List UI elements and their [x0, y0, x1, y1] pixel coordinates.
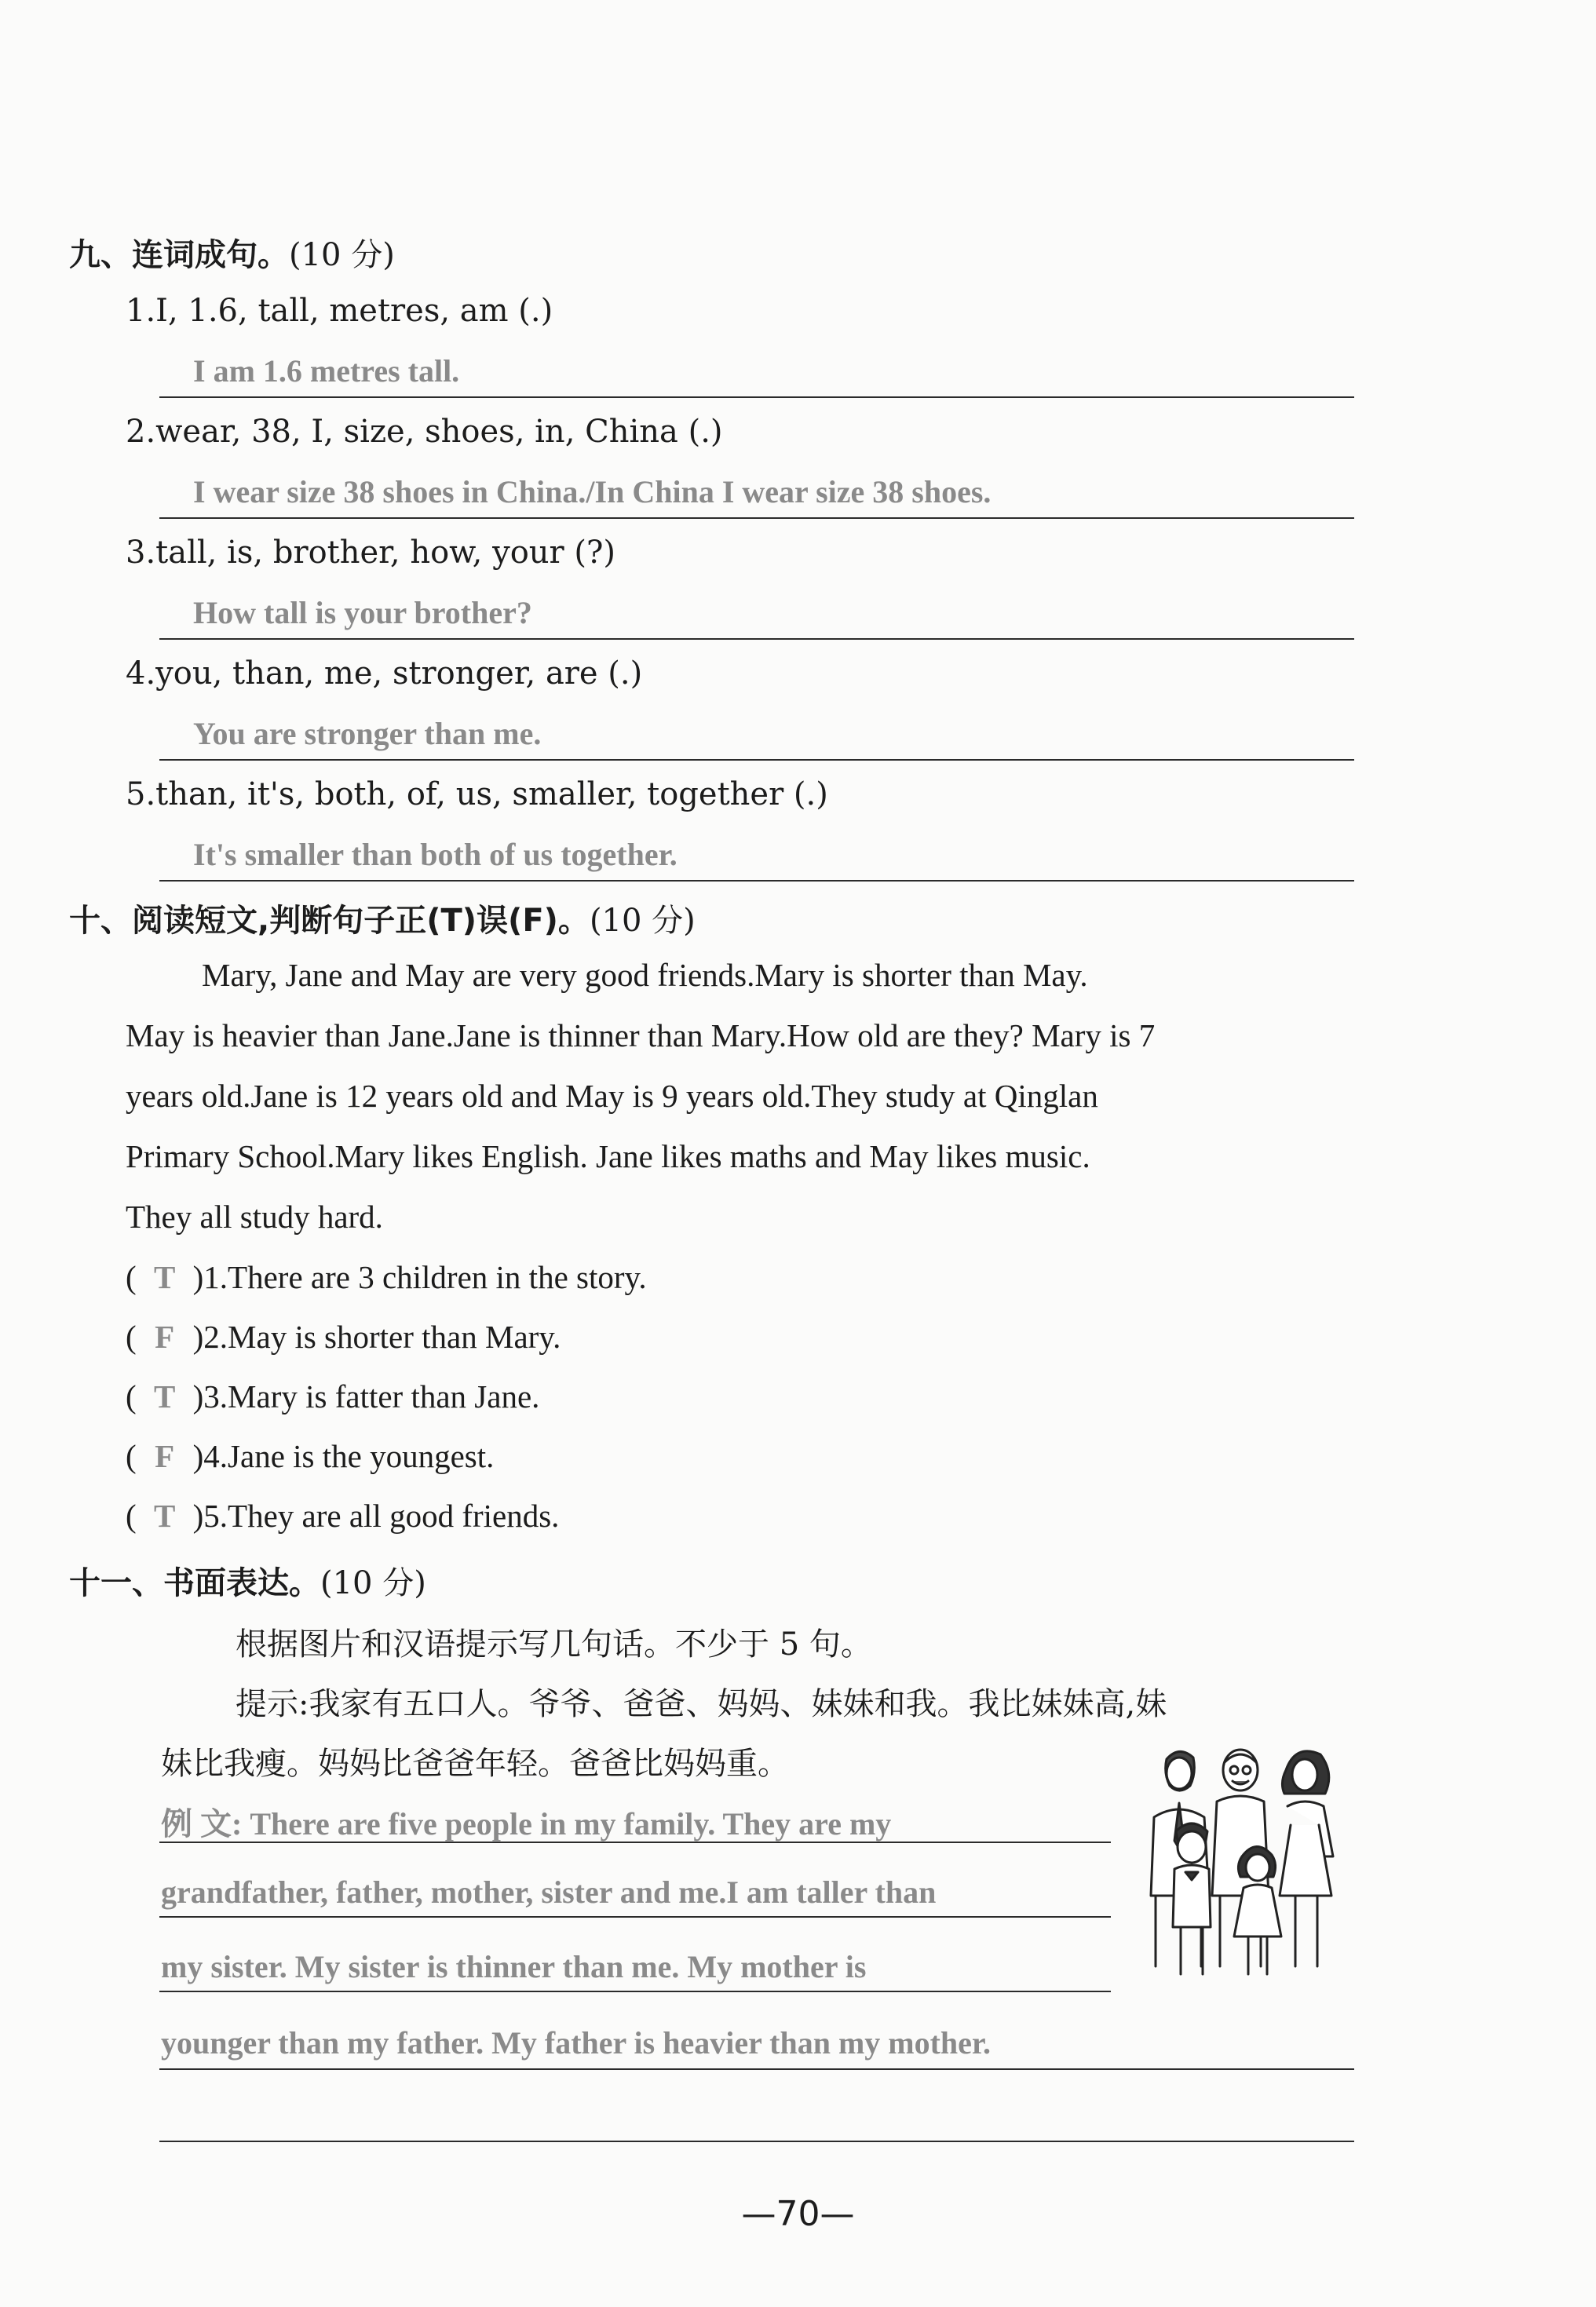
boy-figure — [1173, 1823, 1211, 1974]
answer-line — [159, 638, 1354, 640]
reading-passage — [126, 945, 1358, 1247]
q9-5-answer: It's smaller than both of us together. — [193, 837, 677, 872]
passage-line: Mary, Jane and May are very good friends.Mary is shorter than May. — [202, 957, 1088, 993]
section-9-title: 九、连词成句。 — [69, 237, 289, 273]
essay-line: my sister. My sister is thinner than me. My mother is — [161, 1949, 867, 1984]
answer-line — [159, 396, 1354, 398]
q9-5-prompt: 5.than, it's, both, of, us, smaller, together (.) — [126, 776, 828, 812]
passage-line: Primary School.Mary likes English. Jane likes maths and May likes music. — [126, 1138, 1090, 1174]
essay-rule — [159, 2068, 1354, 2070]
tf-question: ( T )1.There are 3 children in the story. — [126, 1247, 647, 1307]
mother-figure — [1280, 1751, 1333, 1966]
tf-question: ( T )5.They are all good friends. — [126, 1486, 647, 1546]
tf-question-list — [126, 1247, 647, 1546]
q9-1-prompt: 1.I, 1.6, tall, metres, am (.) — [126, 293, 553, 329]
girl-figure — [1234, 1846, 1281, 1974]
q9-2-prompt: 2.wear, 38, I, size, shoes, in, China (.) — [126, 414, 723, 450]
essay-line: 例 文: There are five people in my family. They are my — [161, 1806, 892, 1842]
tf-answer-mark: T — [153, 1498, 176, 1534]
tf-answer-mark: T — [153, 1378, 176, 1414]
tf-question-text: )1.There are 3 children in the story. — [192, 1259, 647, 1295]
q9-3-prompt: 3.tall, is, brother, how, your (?) — [126, 535, 616, 571]
q9-1-answer: I am 1.6 metres tall. — [193, 353, 460, 389]
essay-rule — [159, 1842, 1111, 1843]
tf-question: ( F )4.Jane is the youngest. — [126, 1426, 647, 1486]
q9-4-prompt: 4.you, than, me, stronger, are (.) — [126, 655, 643, 692]
passage-line: years old.Jane is 12 years old and May is 9 years old.They study at Qinglan — [126, 1078, 1098, 1114]
tf-question-text: )2.May is shorter than Mary. — [192, 1319, 561, 1355]
essay-line: grandfather, father, mother, sister and me.I am taller than — [161, 1874, 937, 1910]
q9-3-answer: How tall is your brother? — [193, 595, 532, 630]
essay-rule — [159, 1916, 1111, 1918]
writing-hint-line: 妹比我瘦。妈妈比爸爸年轻。爸爸比妈妈重。 — [161, 1746, 789, 1782]
tf-answer-mark: F — [155, 1438, 175, 1474]
passage-line: They all study hard. — [126, 1199, 383, 1235]
answer-line — [159, 517, 1354, 519]
section-9-heading — [69, 230, 395, 275]
section-10-points: (10 分) — [589, 903, 696, 939]
section-9-points: (10 分) — [289, 237, 395, 273]
section-10-heading — [69, 896, 696, 940]
tf-answer-mark: F — [155, 1319, 175, 1355]
answer-line — [159, 759, 1354, 761]
q9-2-answer: I wear size 38 shoes in China./In China I wear size 38 shoes. — [193, 474, 992, 509]
writing-instruction: 根据图片和汉语提示写几句话。不少于 5 句。 — [236, 1626, 872, 1663]
writing-hint-line: 提示:我家有五口人。爷爷、爸爸、妈妈、妹妹和我。我比妹妹高,妹 — [236, 1686, 1167, 1722]
tf-question-text: )4.Jane is the youngest. — [192, 1438, 495, 1474]
passage-line: May is heavier than Jane.Jane is thinner than Mary.How old are they? Mary is 7 — [126, 1017, 1156, 1053]
tf-question: ( F )2.May is shorter than Mary. — [126, 1307, 647, 1367]
section-11-points: (10 分) — [320, 1565, 426, 1601]
essay-line: younger than my father. My father is heavier than my mother. — [161, 2025, 991, 2061]
section-11-heading — [69, 1558, 426, 1603]
section-11-title: 十一、书面表达。 — [69, 1565, 320, 1601]
section-10-title: 十、阅读短文,判断句子正(T)误(F)。 — [69, 903, 590, 939]
tf-question-text: )5.They are all good friends. — [192, 1498, 560, 1534]
page-number: —70— — [741, 2194, 855, 2234]
q9-4-answer: You are stronger than me. — [193, 716, 542, 751]
family-illustration — [1138, 1739, 1354, 1982]
tf-answer-mark: T — [153, 1259, 176, 1295]
tf-question-text: )3.Mary is fatter than Jane. — [192, 1378, 540, 1414]
answer-line — [159, 880, 1354, 882]
tf-question: ( T )3.Mary is fatter than Jane. — [126, 1367, 647, 1426]
essay-rule — [159, 2141, 1354, 2142]
essay-rule — [159, 1991, 1111, 1992]
